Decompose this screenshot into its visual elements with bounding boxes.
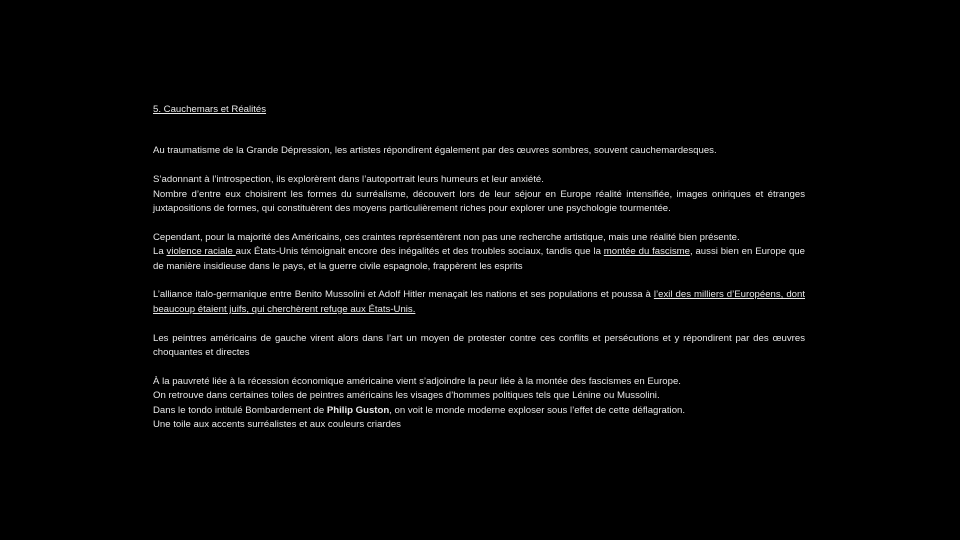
text-run: La xyxy=(153,246,167,258)
paragraph-left-painters: Les peintres américains de gauche virent alors dans l’art un moyen de protester contre ces conflits et persécutions et y répondirent par des œuvres choquantes et directes xyxy=(153,332,805,359)
paragraph-alliance xyxy=(153,288,805,317)
paragraph-poverty: À la pauvreté liée à la récession économique américaine vient s’adjoindre la peur liée à la montée des fascismes en Europe. xyxy=(153,375,681,387)
link-montee-du-fascisme[interactable]: montée du fascisme xyxy=(603,246,690,258)
paragraph-americans: Cependant, pour la majorité des Américains, ces craintes représentèrent non pas une recherche artistique, mais une réalité bien présente. xyxy=(153,231,740,243)
text-run: , on voit le monde moderne exploser sous l’effet de cette déflagration. xyxy=(389,404,686,416)
paragraph-racial-violence xyxy=(153,245,805,274)
title-text: 5. Cauchemars et Réalités xyxy=(153,104,267,115)
paragraph-surrealism: Nombre d’entre eux choisirent les formes du surréalisme, découvert lors de leur séjour en Europe réalité intensifiée, images oniriques et étranges juxtapositions de formes, qui constituèrent des moyens particulièrement riches pour explorer une psychologie tourmentée. xyxy=(153,188,805,215)
link-exil[interactable]: l’exil des milliers d’Européens, dont beaucoup étaient juifs, qui cherchèrent refuge aux États-Unis. xyxy=(153,289,805,315)
artist-name: Philip Guston xyxy=(326,404,390,416)
section-title xyxy=(153,103,805,117)
paragraph-introspection: S’adonnant à l’introspection, ils explorèrent dans l’autoportrait leurs humeurs et leur anxiété. xyxy=(153,174,544,186)
paragraph-tondo xyxy=(153,404,805,418)
paragraph-politicians: On retrouve dans certaines toiles de peintres américains les visages d’hommes politiques tels que Lénine ou Mussolini. xyxy=(153,390,660,402)
link-violence-raciale[interactable]: violence raciale xyxy=(166,246,236,258)
text-run: L’alliance italo-germanique entre Benito Mussolini et Adolf Hitler menaçait les nations et ses populations et poussa à xyxy=(153,289,654,301)
text-run: aux États-Unis témoignait encore des inégalités et des troubles sociaux, tandis que la xyxy=(235,246,604,258)
text-run: , aussi bien en Europe que de manière insidieuse dans le pays, et la guerre civile espagnole, frappèrent les esprits xyxy=(153,246,805,272)
text-run: Dans le tondo intitulé Bombardement de xyxy=(153,404,327,416)
paragraph-depression: Au traumatisme de la Grande Dépression, les artistes répondirent également par des œuvres sombres, souvent cauchemardesques. xyxy=(153,145,717,157)
text-block xyxy=(153,103,805,432)
paragraph-canvas: Une toile aux accents surréalistes et aux couleurs criardes xyxy=(153,419,401,431)
